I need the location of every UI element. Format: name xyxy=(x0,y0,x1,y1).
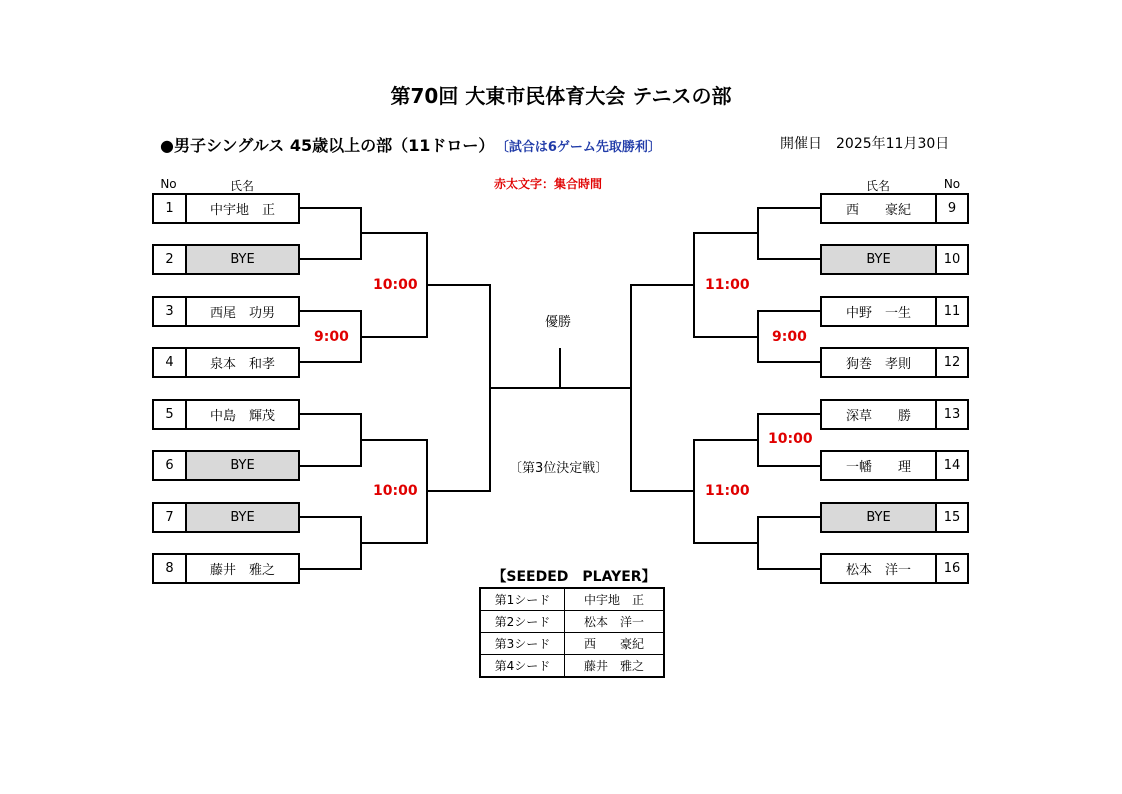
player-no: 3 xyxy=(152,296,187,327)
right-no-header: No xyxy=(943,177,961,191)
player-no: 16 xyxy=(935,553,969,584)
seed-player: 松本 洋一 xyxy=(565,611,665,633)
player-no: 8 xyxy=(152,553,187,584)
player-name: 松本 洋一 xyxy=(820,553,937,584)
seed-row xyxy=(480,588,664,611)
seed-rank: 第1シード xyxy=(480,588,565,611)
seed-row xyxy=(480,655,664,678)
time-right-r1-11-12: 9:00 xyxy=(772,329,807,345)
player-name: 中宇地 正 xyxy=(185,193,300,224)
player-name: 中島 輝茂 xyxy=(185,399,300,430)
event-date: 開催日 2025年11月30日 xyxy=(780,136,950,152)
seed-rank: 第3シード xyxy=(480,633,565,655)
seed-rank: 第2シード xyxy=(480,611,565,633)
right-name-header: 氏名 xyxy=(865,179,890,193)
player-no: 12 xyxy=(935,347,969,378)
player-name: 泉本 和孝 xyxy=(185,347,300,378)
seeded-table xyxy=(479,587,665,678)
player-no: 7 xyxy=(152,502,187,533)
player-no: 14 xyxy=(935,450,969,481)
bye-slot: BYE xyxy=(820,244,937,275)
third-place-label: 〔第3位決定戦〕 xyxy=(509,461,609,476)
bye-slot: BYE xyxy=(185,450,300,481)
seeded-title: 【SEEDED PLAYER】 xyxy=(492,569,656,585)
player-name: 中野 一生 xyxy=(820,296,937,327)
player-no: 13 xyxy=(935,399,969,430)
time-left-semi-bottom: 10:00 xyxy=(373,483,418,499)
seed-player: 藤井 雅之 xyxy=(565,655,665,678)
bye-slot: BYE xyxy=(185,502,300,533)
player-name: 藤井 雅之 xyxy=(185,553,300,584)
page-title: 第70回 大東市民体育大会 テニスの部 xyxy=(390,84,732,108)
time-right-semi-bottom: 11:00 xyxy=(705,483,750,499)
bye-slot: BYE xyxy=(820,502,937,533)
player-name: 西尾 功男 xyxy=(185,296,300,327)
player-no: 2 xyxy=(152,244,187,275)
rule-note: 〔試合は6ゲーム先取勝利〕 xyxy=(502,140,661,155)
player-no: 11 xyxy=(935,296,969,327)
champion-label: 優勝 xyxy=(545,315,572,330)
player-no: 1 xyxy=(152,193,187,224)
player-name: 一幡 理 xyxy=(820,450,937,481)
seed-player: 西 豪紀 xyxy=(565,633,665,655)
player-no: 4 xyxy=(152,347,187,378)
seed-rank: 第4シード xyxy=(480,655,565,678)
seed-player: 中宇地 正 xyxy=(565,588,665,611)
event-name: ●男子シングルス 45歳以上の部（11ドロー） xyxy=(160,136,495,155)
player-no: 5 xyxy=(152,399,187,430)
player-no: 6 xyxy=(152,450,187,481)
time-left-r1-3-4: 9:00 xyxy=(314,329,349,345)
time-right-r1-13-14: 10:00 xyxy=(768,431,813,447)
player-no: 10 xyxy=(935,244,969,275)
time-left-semi-top: 10:00 xyxy=(373,277,418,293)
player-no: 15 xyxy=(935,502,969,533)
seed-row xyxy=(480,633,664,655)
left-no-header: No xyxy=(160,177,177,191)
player-no: 9 xyxy=(935,193,969,224)
seed-row xyxy=(480,611,664,633)
player-name: 狗巻 孝則 xyxy=(820,347,937,378)
left-name-header: 氏名 xyxy=(229,179,254,193)
player-name: 西 豪紀 xyxy=(820,193,937,224)
legend-red-note: 赤太文字：集合時間 xyxy=(494,177,603,191)
time-right-semi-top: 11:00 xyxy=(705,277,750,293)
bye-slot: BYE xyxy=(185,244,300,275)
player-name: 深草 勝 xyxy=(820,399,937,430)
